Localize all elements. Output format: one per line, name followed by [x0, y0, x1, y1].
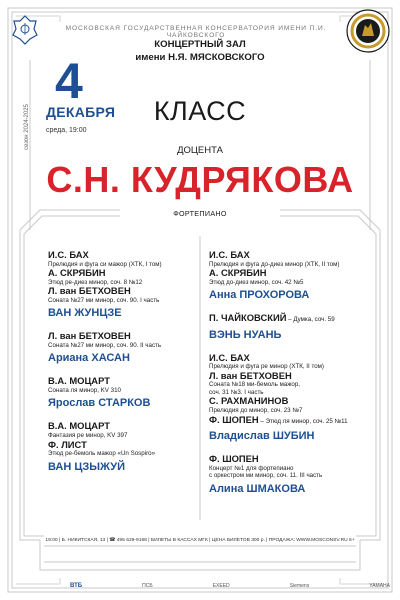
- work-title: Этюд ре-диез минор, соч. 8 №12: [48, 278, 143, 286]
- sponsor-logo: YAMAHA: [369, 583, 390, 589]
- work-title: Прелюдия и фуга ре минор (ХТК, II том): [209, 363, 324, 371]
- event-month: ДЕКАБРЯ: [46, 104, 116, 120]
- composer: В.А. МОЦАРТ: [48, 420, 110, 432]
- work-title: – Этюд ля минор, соч. 25 №11: [258, 417, 348, 425]
- sponsor-strip: [70, 580, 390, 592]
- institution-name: МОСКОВСКАЯ ГОСУДАРСТВЕННАЯ КОНСЕРВАТОРИЯ ИМЕНИ П.И. ЧАЙКОВСКОГО: [65, 25, 327, 39]
- sponsor-logo: ПСБ: [142, 583, 153, 589]
- performer-name: Ярослав СТАРКОВ: [48, 397, 151, 410]
- hall-line-2: имени Н.Я. МЯСКОВСКОГО: [135, 52, 265, 63]
- work-title: Соната №27 ми минор, соч. 90. II часть: [48, 341, 162, 349]
- performer-name: Анна ПРОХОРОВА: [209, 289, 310, 302]
- composer: И.С. БАХ: [209, 249, 250, 260]
- composer: Л. ван БЕТХОВЕН: [48, 285, 131, 297]
- sponsor-logo: Siemens: [289, 583, 310, 589]
- performer-name: Владислав ШУБИН: [209, 430, 315, 443]
- work-title: Концерт №1 для фортепиано: [209, 464, 294, 472]
- sponsor-logo: ВТБ: [70, 583, 83, 589]
- work-title: Прелюдия и фуга до-диез минор (ХТК, II том): [209, 260, 340, 268]
- event-day: 4: [55, 53, 83, 109]
- class-heading: КЛАСС: [153, 96, 247, 126]
- program-block: [209, 353, 374, 443]
- work-title: Соната №18 ми-бемоль мажор,: [209, 381, 301, 389]
- program-block: [48, 331, 218, 365]
- composer: В.А. МОЦАРТ: [48, 375, 110, 387]
- composer: Л. ван БЕТХОВЕН: [48, 330, 131, 342]
- event-info-footer: 19:00 | Б. НИКИТСКАЯ, 13 | ☎ 495 629-9168 | БИЛЕТЫ В КАССАХ МГК | ЦЕНА БИЛЕТОВ 300 р. | ПРОДАЖА: WWW.MOSCONSV.RU 6+: [45, 538, 355, 543]
- work-title-continued: соч. 31 №3. I часть: [209, 388, 264, 396]
- composer: С. РАХМАНИНОВ: [209, 395, 289, 407]
- work-title: Этюд ре-бемоль мажор «Un Sospiro»: [48, 450, 156, 458]
- program-block: [209, 313, 374, 342]
- docent-label: ДОЦЕНТА: [177, 145, 223, 156]
- work-title: Соната №27 ми минор, соч. 90. I часть: [48, 296, 160, 304]
- work-title: Прелюдия до минор, соч. 23 №7: [209, 406, 303, 414]
- composer: А. СКРЯБИН: [209, 267, 267, 279]
- concert-hall-name: [90, 38, 310, 64]
- performer-name: Ариана ХАСАН: [48, 352, 130, 365]
- composer: Ф. ЛИСТ: [48, 438, 87, 450]
- teacher-name: С.Н. КУДРЯКОВА: [46, 159, 354, 200]
- conservatory-seal-icon: [345, 8, 391, 54]
- program-right-column: [209, 250, 374, 507]
- program-block: [48, 250, 218, 320]
- program-block: [209, 250, 374, 302]
- performer-name: ВАН ЦЗЫЖУЙ: [48, 460, 125, 473]
- program-block: [48, 421, 218, 473]
- work-title: – Думка, соч. 59: [286, 316, 335, 324]
- composer: Л. ван БЕТХОВЕН: [209, 369, 292, 381]
- ministry-emblem-icon: [10, 13, 40, 47]
- event-weekday-time: среда, 19:00: [46, 127, 87, 134]
- hall-line-1: КОНЦЕРТНЫЙ ЗАЛ: [154, 39, 246, 50]
- composer: И.С. БАХ: [209, 351, 250, 363]
- composer-with-work: [209, 313, 374, 326]
- work-title: Фантазия ре минор, KV 397: [48, 431, 128, 439]
- composer: Ф. ШОПЕН: [209, 413, 259, 425]
- composer: А. СКРЯБИН: [48, 267, 106, 279]
- season-label: сезон 2024-2025: [24, 104, 30, 150]
- performer-name: ВАН ЖУНЦЗЕ: [48, 307, 122, 320]
- sponsor-logo: EXEED: [212, 583, 230, 589]
- work-title: Соната ля минор, KV 310: [48, 386, 121, 394]
- composer: Ф. ШОПЕН: [209, 453, 259, 465]
- program-left-column: [48, 250, 218, 485]
- work-title: Прелюдия и фуга си мажор (ХТК, I том): [48, 260, 162, 268]
- instrument-label: ФОРТЕПИАНО: [173, 209, 227, 218]
- composer: И.С. БАХ: [48, 249, 89, 260]
- performer-name: Алина ШМАКОВА: [209, 482, 306, 495]
- composer: П. ЧАЙКОВСКИЙ: [209, 312, 287, 324]
- performer-name: ВЭНЬ НУАНЬ: [209, 328, 282, 341]
- program-block: [209, 454, 374, 496]
- composer-with-work: [209, 415, 374, 428]
- program-block: [48, 376, 218, 410]
- work-title-continued: с оркестром ми минор, соч. 11. III часть: [209, 472, 323, 480]
- work-title: Этюд до-диез минор, соч. 42 №5: [209, 278, 304, 286]
